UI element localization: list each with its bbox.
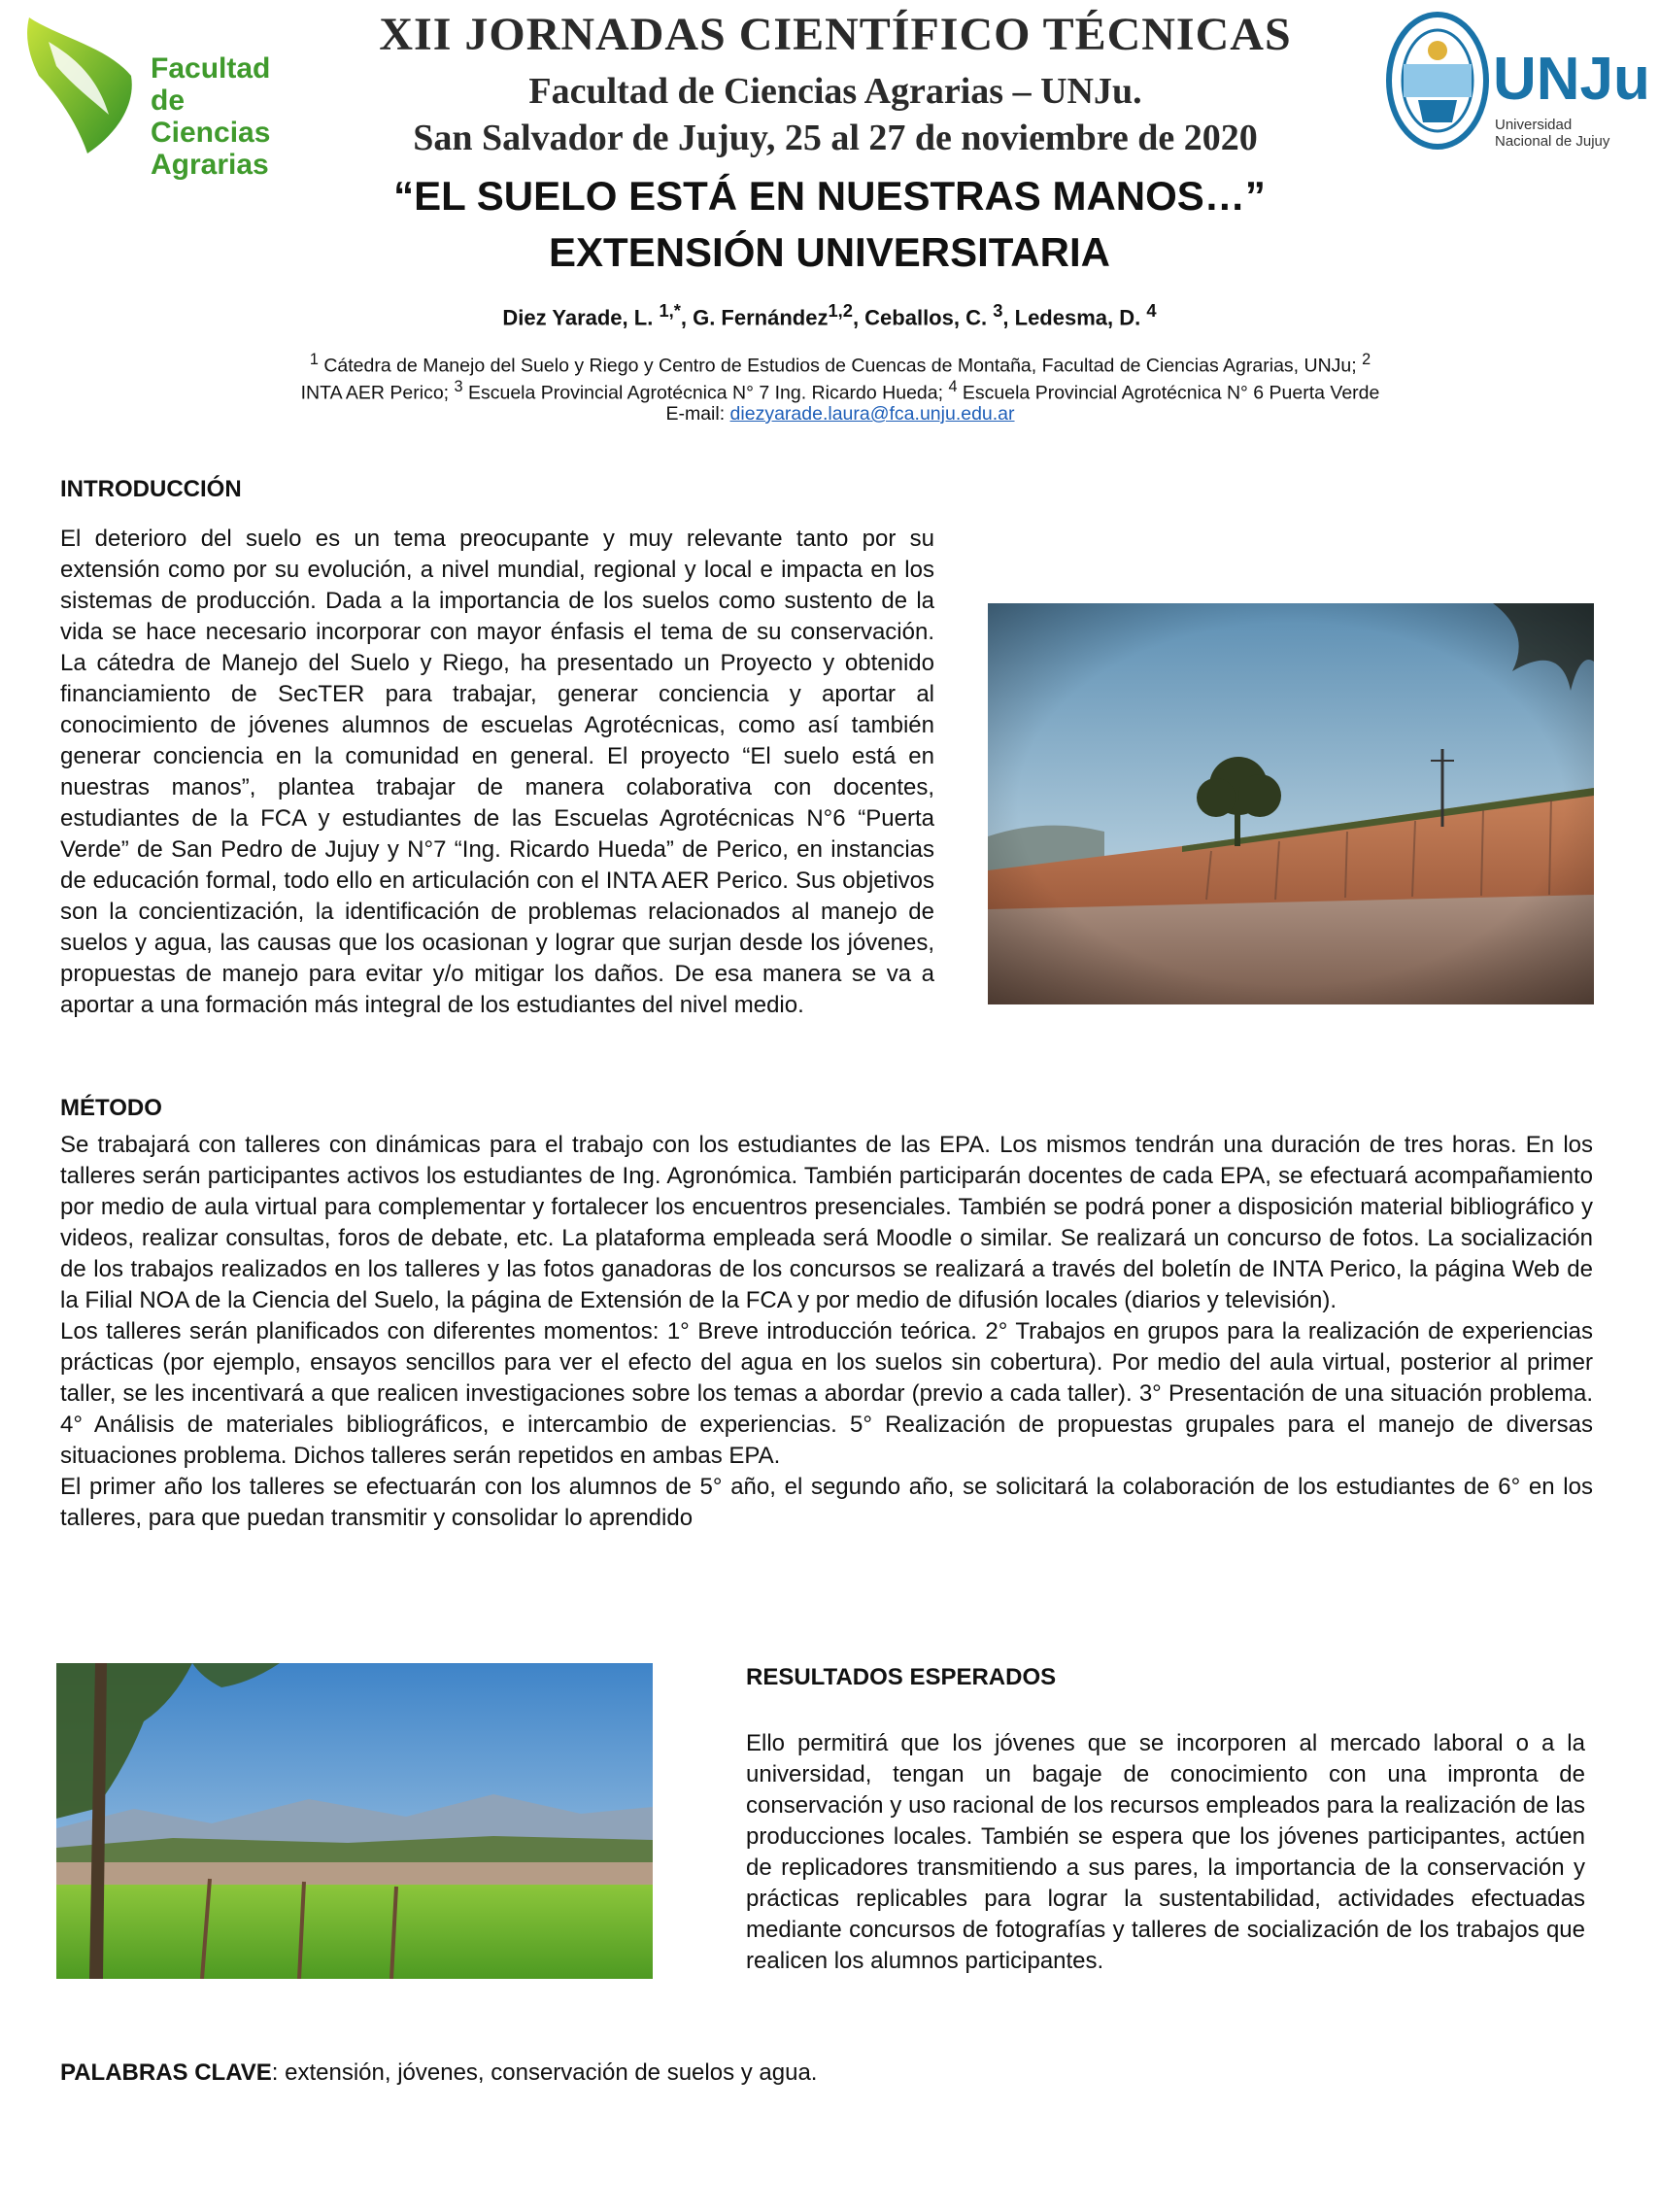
soil-profile-photo — [988, 603, 1594, 1004]
fca-logo-line3: Agrarias — [151, 149, 269, 181]
event-faculty: Facultad de Ciencias Agrarias – UNJu. — [528, 71, 1142, 112]
unju-logo-name: UNJu — [1493, 46, 1650, 113]
resultados-paragraph: Ello permitirá que los jóvenes que se incorporen al mercado laboral o a la universidad, tengan un bagaje de conocimiento con una impronta de conservación y uso racional de los recursos empleados para la realización de las producciones locales. También se espera que los jóvenes participantes, actúen de replicadores transmitiendo a sus pares, la importancia de la conservación y prácticas replicables para lograr la sustentabilidad, actividades efectuadas mediante concursos de fotografías y talleres de socialización de los trabajos que realicen los alumnos participantes. — [746, 1730, 1585, 1974]
aff-text-2: INTA AER Perico; — [300, 382, 455, 404]
leaf-profile-icon — [19, 8, 146, 163]
unju-logo — [1384, 8, 1656, 163]
email-label: E-mail: — [665, 403, 730, 425]
green-field-photo-icon — [56, 1663, 653, 1979]
email-link[interactable]: diezyarade.laura@fca.unju.edu.ar — [729, 403, 1015, 425]
intro-paragraph: El deterioro del suelo es un tema preocupante y muy relevante tanto por su extensión como por su evolución, a nivel mundial, regional y local e impacta en los sistemas de producción. Dada a la importancia de los suelos como sustento de la vida se hace necesario incorporar con mayor énfasis el tema de su conservación. La cátedra de Manejo del Suelo y Riego, ha presentado un Proyecto y obtenido financiamiento de SecTER para trabajar, generar conciencia y aportar al conocimiento de jóvenes alumnos de escuelas Agrotécnicas, como así también generar conciencia en la comunidad en general. El proyecto “El suelo está en nuestras manos”, plantea trabajar de manera colaborativa con docentes, estudiantes de la FCA y estudiantes de las Escuelas Agrotécnicas N°6 “Puerta Verde” de San Pedro de Jujuy y N°7 “Ing. Ricardo Hueda” de Perico, en instancias de educación formal, todo ello en articulación con el INTA AER Perico. Sus objetivos son la concientización, la identificación de problemas relacionados al manejo de suelos y agua, las causas que los ocasionan y lograr que surjan desde los jóvenes, propuestas de manejo para evitar y/o mitigar los daños. De esa manera se va a aportar a una formación más integral de los estudiantes del nivel medio. — [60, 526, 934, 1018]
soil-erosion-photo-icon — [988, 603, 1594, 1004]
intro-heading: INTRODUCCIÓN — [60, 476, 242, 502]
metodo-heading: MÉTODO — [60, 1095, 162, 1121]
aff-sup-3: 3 — [454, 378, 463, 395]
author-4: , Ledesma, D. — [1002, 305, 1147, 330]
email-line — [243, 400, 1438, 427]
author-1-sup: 1,* — [659, 300, 681, 321]
keywords-label: PALABRAS CLAVE — [60, 2059, 272, 2086]
author-4-sup: 4 — [1146, 300, 1157, 321]
paper-title-line1: “EL SUELO ESTÁ EN NUESTRAS MANOS…” — [393, 173, 1266, 219]
keywords-text: : extensión, jóvenes, conservación de suelos y agua. — [271, 2059, 818, 2086]
aff-text-1: Cátedra de Manejo del Suelo y Riego y Centro de Estudios de Cuencas de Montaña, Facultad de Ciencias Agrarias, UNJu; — [318, 355, 1363, 377]
paper-title-line2: EXTENSIÓN UNIVERSITARIA — [549, 229, 1110, 275]
metodo-body — [60, 1130, 1593, 1534]
author-1: Diez Yarade, L. — [502, 305, 660, 330]
field-landscape-photo — [56, 1663, 653, 1979]
argentina-seal-icon — [1384, 8, 1491, 153]
author-3-sup: 3 — [993, 300, 1003, 321]
fca-logo-line1: Facultad — [151, 52, 271, 85]
metodo-paragraph-2: Los talleres serán planificados con diferentes momentos: 1° Breve introducción teórica. 2° Trabajos en grupos para la realización de experiencias prácticas (por ejemplo, ensayos sencillos para ver el efecto del agua en los suelos sin cobertura). Por medio del aula virtual, posterior al primer taller, se les incentivará a que realicen investigaciones sobre los temas a abordar (previo a cada taller). 3° Presentación de una situación problema. 4° Análisis de materiales bibliográficos, e intercambio de experiencias. 5° Realización de propuestas grupales para el manejo de diversas situaciones problema. Dichos talleres serán repetidos en ambas EPA. — [60, 1318, 1593, 1469]
aff-sup-1: 1 — [309, 351, 319, 368]
unju-logo-sub2: Nacional de Jujuy — [1495, 133, 1610, 150]
fca-logo — [19, 8, 311, 181]
metodo-paragraph-3: El primer año los talleres se efectuarán con los alumnos de 5° año, el segundo año, se solicitará la colaboración de los estudiantes de 6° en los talleres, para que puedan transmitir y consolidar lo aprendido — [60, 1474, 1593, 1531]
metodo-paragraph-1: Se trabajará con talleres con dinámicas para el trabajo con los estudiantes de las EPA. Los mismos tendrán una duración de tres horas. En los talleres serán participantes activos los estudiantes de Ing. Agronómica. También participarán docentes de cada EPA, se efectuará acompañamiento por medio de aula virtual para complementar y fortalecer los encuentros presenciales. También se podrá poner a disposición material bibliográfico y videos, realizar consultas, foros de debate, etc. La plataforma empleada será Moodle o similar. Se realizará un concurso de fotos. La socialización de los trabajos realizados en los talleres y las fotos ganadoras de los concursos se realizará a través del boletín de INTA Perico, la página Web de la Filial NOA de la Ciencia del Suelo, la página de Extensión de la FCA y por medio de difusión locales (diarios y televisión). — [60, 1132, 1593, 1313]
aff-text-4: Escuela Provincial Agrotécnica N° 6 Puerta Verde — [957, 382, 1380, 404]
aff-text-3: Escuela Provincial Agrotécnica N° 7 Ing. Ricardo Hueda; — [462, 382, 949, 404]
event-place: San Salvador de Jujuy, 25 al 27 de noviembre de 2020 — [413, 118, 1258, 158]
aff-sup-2: 2 — [1362, 351, 1371, 368]
event-title: XII JORNADAS CIENTÍFICO TÉCNICAS — [379, 9, 1292, 60]
fca-logo-line2: de Ciencias — [151, 85, 271, 149]
author-list — [0, 300, 1659, 330]
author-2: , G. Fernández — [680, 305, 829, 330]
author-3: , Ceballos, C. — [852, 305, 994, 330]
author-2-sup: 1,2 — [828, 300, 853, 321]
resultados-heading: RESULTADOS ESPERADOS — [746, 1664, 1057, 1690]
unju-logo-sub1: Universidad — [1495, 117, 1573, 133]
keywords-line — [60, 2059, 817, 2087]
aff-sup-4: 4 — [948, 378, 958, 395]
